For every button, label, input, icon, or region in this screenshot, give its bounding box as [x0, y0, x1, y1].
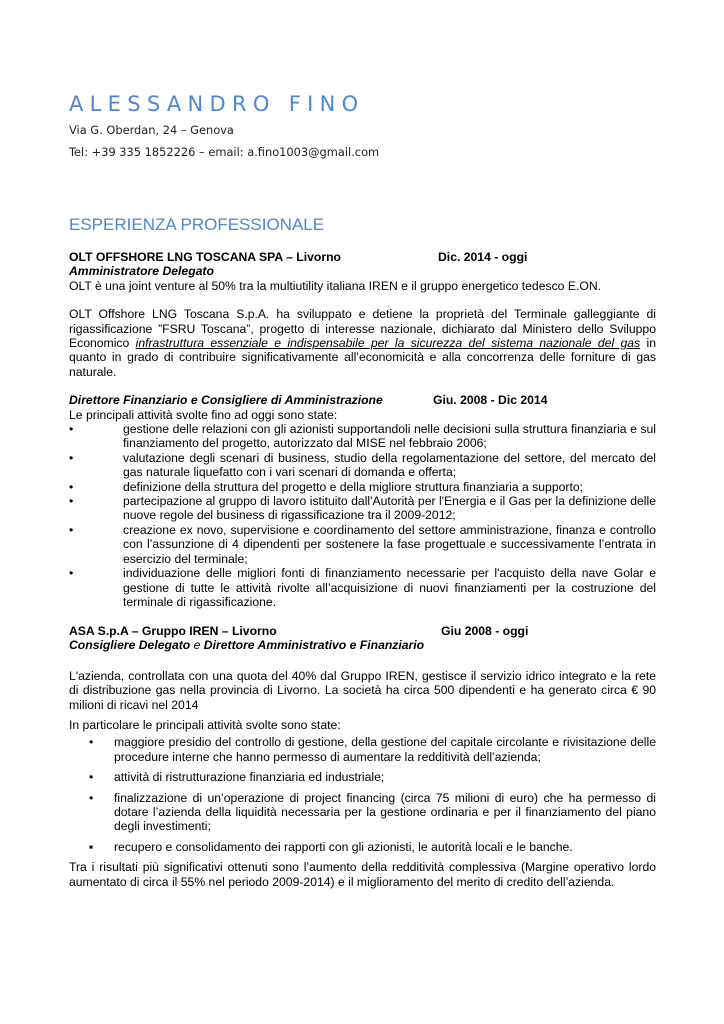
- list-item: [69, 791, 656, 834]
- list-item-text: recupero e consolidamento dei rapporti con gli azionisti, le autorità locali e le banche.: [114, 839, 573, 854]
- job-header-2: [69, 393, 656, 407]
- company-intro: OLT è una joint venture al 50% tra la multiutility italiana IREN e il gruppo energetico tedesco E.ON.: [69, 278, 602, 293]
- description-emphasis: infrastruttura essenziale e indispensabile per la sicurezza del sistema nazionale del gas: [135, 336, 641, 351]
- list-item-text: maggiore presidio del controllo di gestione, della gestione del capitale circolante e rivisitazione delle procedure interne che hanno permesso di aumentare la redditività dell’azienda;: [114, 735, 656, 764]
- list-item: • valutazione degli scenari di business, studio della regolamentazione del settore, del mercato del gas naturale liquefatto con i vari scenari di domanda e offerta;: [69, 451, 656, 480]
- role-part-1: Consigliere Delegato: [69, 638, 191, 653]
- company-description: L'azienda, controllata con una quota del 40% dal Gruppo IREN, gestisce il servizio idrico integrato e la rete di distribuzione gas nella provincia di Livorno. La società ha circa 500 dipendenti e ha generato circa € 90 milioni di ricavi nel 2014: [69, 668, 656, 712]
- role-part-2: Direttore Amministrativo e Finanziario: [203, 638, 425, 653]
- bullet-mark: •: [89, 790, 94, 805]
- company-description: [69, 307, 656, 379]
- list-item: • definizione della struttura del progetto e della migliore struttura finanziaria a supporto;: [69, 480, 656, 494]
- job-olt: [69, 250, 656, 609]
- address-line: Via G. Oberdan, 24 – Genova: [69, 123, 234, 137]
- list-item: • individuazione delle migliori fonti di finanziamento necessarie per l'acquisto della nave Golar e gestione di tutte le attività rivolte all’acquisizione di nuovi finanziamenti per la costruzione del terminale di rigassificazione.: [69, 566, 656, 609]
- company-name: ASA S.p.A – Gruppo IREN – Livorno: [69, 624, 277, 638]
- job-header: [69, 250, 656, 264]
- candidate-name: ALESSANDRO FINO: [69, 92, 365, 116]
- contact-line: Tel: +39 335 1852226 – email: a.fino1003@gmail.com: [69, 145, 380, 159]
- section-title: ESPERIENZA PROFESSIONALE: [69, 215, 325, 234]
- job-date: Giu 2008 - oggi: [441, 624, 529, 638]
- bullet-mark: •: [89, 770, 94, 785]
- job-asa: [69, 624, 656, 889]
- list-item: [69, 735, 656, 764]
- list-item-text: attività di ristrutturazione finanziaria ed industriale;: [114, 770, 385, 785]
- activities-list: [69, 422, 656, 609]
- list-item: [69, 840, 656, 854]
- job-date-2: Giu. 2008 - Dic 2014: [433, 393, 548, 408]
- activities-list: [69, 735, 656, 854]
- description-text-end: in quanto in grado di contribuire significativamente all’economicità e alla concorrenza delle forniture di gas naturale.: [69, 336, 656, 379]
- list-item: • gestione delle relazioni con gli azionisti supportandoli nelle decisioni sulla struttura finanziaria e sul finanziamento del progetto, autorizzato dal MISE nel febbraio 2006;: [69, 422, 656, 451]
- activities-lead: Le principali attività svolte fino ad oggi sono state:: [69, 407, 338, 422]
- job-header: [69, 624, 656, 638]
- bullet-mark: ▪: [89, 839, 94, 854]
- role-connector: e: [193, 638, 201, 653]
- activities-lead: In particolare le principali attività svolte sono state:: [69, 718, 341, 733]
- description-text: OLT Offshore LNG Toscana S.p.A. ha sviluppato e detiene la proprietà del Terminale galleggiante di rigassificazione ”FSRU Toscana”, progetto di interesse nazionale, dichiarato dal Ministero dello Sviluppo Economico: [69, 307, 656, 351]
- list-item: [69, 770, 656, 784]
- company-name: OLT OFFSHORE LNG TOSCANA SPA – Livorno: [69, 250, 341, 264]
- list-item-text: finalizzazione di un’operazione di project financing (circa 75 milioni di euro) che ha permesso di dotare l’azienda della liquidità necessaria per la gestione ordinaria e per il finanziamento del piano degli investimenti;: [114, 790, 656, 834]
- results-paragraph: Tra i risultati più significativi ottenuti sono l’aumento della redditività complessiva (Margine operativo lordo aumentato di circa il 55% nel periodo 2009-2014) e il miglioramento del merito di credito dell’azienda.: [69, 860, 656, 889]
- job-role: [69, 638, 656, 652]
- list-item: • creazione ex novo, supervisione e coordinamento del settore amministrazione, finanza e controllo con l’assunzione di 4 dipendenti per sostenere la fase progettuale e successivamente l’entrata in esercizio del terminale;: [69, 523, 656, 566]
- bullet-mark: •: [89, 735, 94, 750]
- list-item: • partecipazione al gruppo di lavoro istituito dall'Autorità per l'Energia e il Gas per la definizione delle nuove regole del business di rigassificazione tra il 2009-2012;: [69, 494, 656, 523]
- job-date: Dic. 2014 - oggi: [438, 250, 528, 264]
- job-role: Amministratore Delegato: [69, 264, 214, 279]
- job-role-2: Direttore Finanziario e Consigliere di Amministrazione: [69, 393, 383, 408]
